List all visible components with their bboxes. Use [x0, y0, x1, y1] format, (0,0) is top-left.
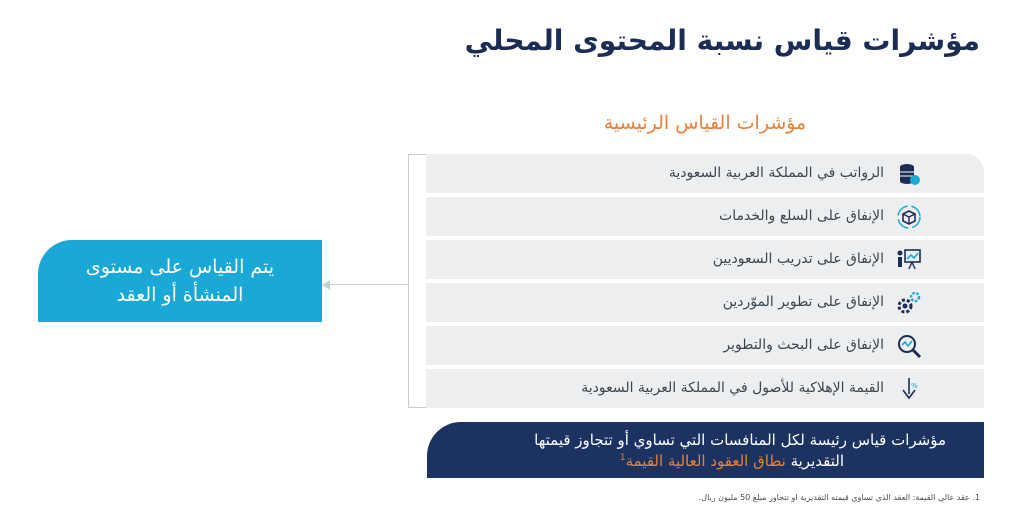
footnote: 1. عقد عالي القيمة: العقد الذي تساوي قيمته التقديرية او تتجاوز مبلغ 50 مليون ريال. — [698, 493, 980, 502]
indicator-label: الإنفاق على تطوير الموّردين — [722, 294, 884, 310]
coins-stack-icon — [896, 161, 922, 187]
indicator-label: الرواتب في المملكة العربية السعودية — [668, 165, 884, 181]
indicator-row — [426, 197, 984, 236]
indicator-row — [426, 154, 984, 193]
indicator-row — [426, 326, 984, 365]
banner-highlight: نطاق العقود العالية القيمة — [625, 452, 786, 470]
svg-text:%: % — [911, 382, 918, 390]
measurement-level-callout — [38, 240, 322, 322]
indicator-label: الإنفاق على تدريب السعوديين — [712, 251, 884, 267]
banner-line-2 — [620, 452, 844, 470]
page-title: مؤشرات قياس نسبة المحتوى المحلي — [464, 24, 980, 57]
indicator-label: القيمة الإهلاكية للأصول في المملكة العربية السعودية — [581, 380, 884, 396]
indicator-row — [426, 283, 984, 322]
indicator-row — [426, 369, 984, 408]
banner-line-1: مؤشرات قياس رئيسة لكل المنافسات التي تساوي أو تتجاوز قيمتها — [534, 431, 946, 449]
footnote-reference: 1 — [619, 453, 626, 463]
depreciation-arrow-icon — [896, 376, 922, 402]
callout-line-2: المنشأة أو العقد — [116, 284, 244, 306]
indicator-list — [426, 154, 984, 410]
presentation-trainer-icon — [896, 247, 922, 273]
indicator-label: الإنفاق على السلع والخدمات — [719, 208, 884, 224]
indicator-row — [426, 240, 984, 279]
indicator-label: الإنفاق على البحث والتطوير — [723, 337, 884, 353]
callout-line-1: يتم القياس على مستوى — [85, 256, 275, 278]
banner-line-2-prefix: التقديرية — [790, 452, 844, 470]
gears-icon — [896, 290, 922, 316]
connector-line — [324, 284, 408, 285]
package-cycle-icon — [896, 204, 922, 230]
high-value-contracts-banner — [427, 422, 984, 478]
section-subtitle: مؤشرات القياس الرئيسية — [603, 112, 807, 134]
magnifier-chart-icon — [896, 333, 922, 359]
arrow-left-icon — [322, 280, 330, 290]
